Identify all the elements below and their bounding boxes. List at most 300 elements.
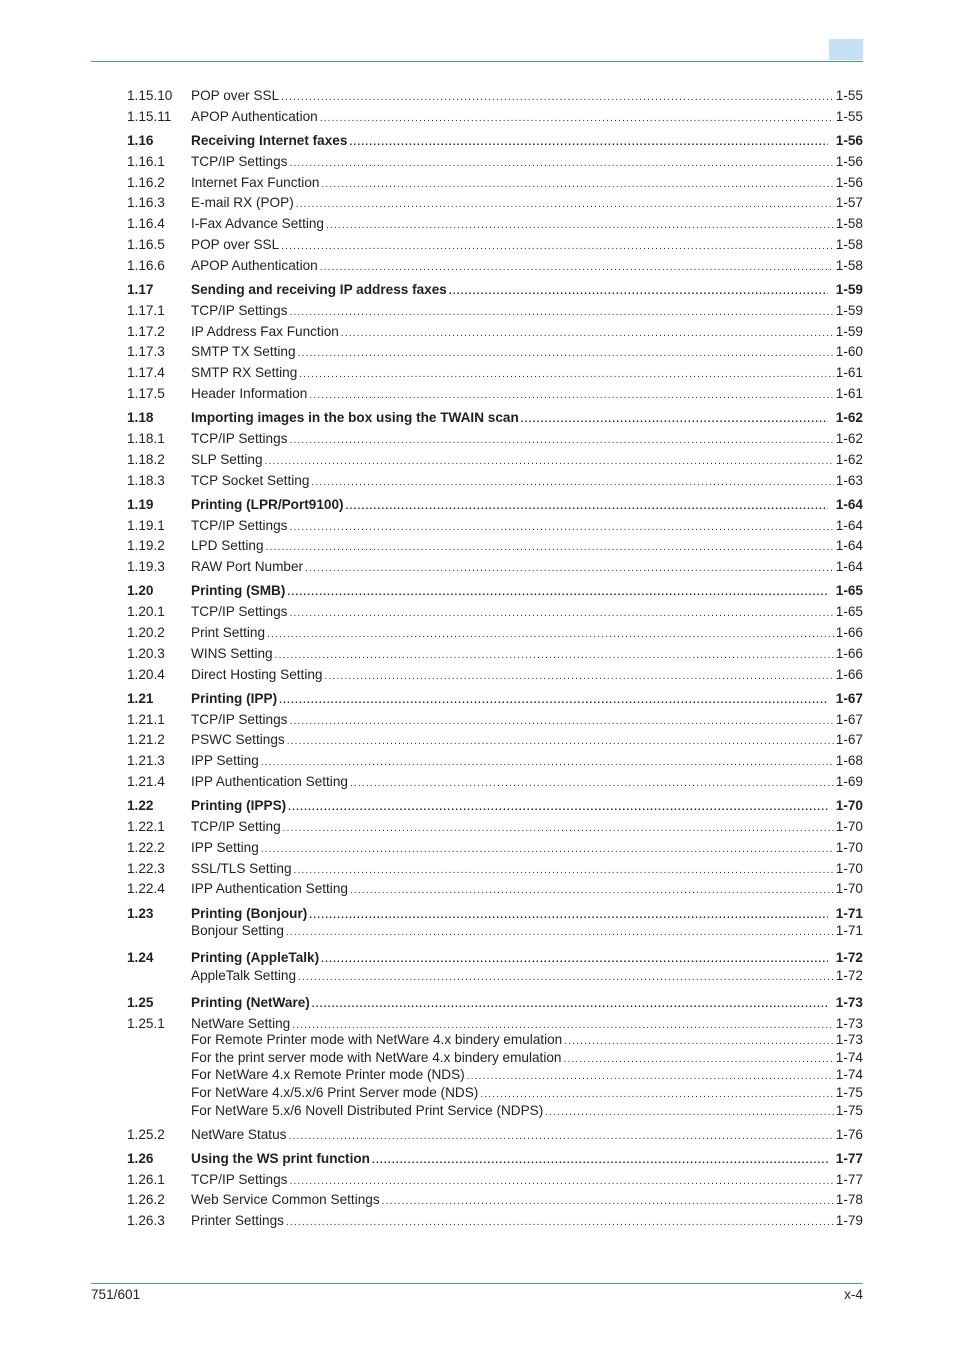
toc-title: For NetWare 5.x/6 Novell Distributed Print Service (NDPS) (191, 1103, 544, 1118)
toc-page-number: 1-64 (835, 497, 863, 512)
toc-entry-line (191, 879, 863, 901)
toc-entry-line (191, 1149, 863, 1171)
dot-leader (286, 923, 834, 943)
toc-page-number: 1-59 (835, 324, 863, 339)
toc-entry-line (191, 689, 863, 711)
toc-page-number: 1-56 (835, 175, 863, 190)
dot-leader (320, 109, 834, 129)
toc-number: 1.18 (127, 410, 154, 425)
toc-page-number: 1-58 (835, 237, 863, 252)
toc-title: Header Information (191, 386, 308, 401)
toc-number: 1.17.3 (127, 344, 165, 359)
toc-entry[interactable] (0, 1125, 954, 1145)
dot-leader (289, 604, 833, 624)
toc-page-number: 1-56 (835, 133, 863, 148)
toc-section[interactable] (0, 408, 954, 428)
toc-entry-line (191, 1211, 863, 1233)
toc-entry[interactable] (0, 1083, 954, 1103)
toc-entry-line (191, 86, 863, 108)
toc-number: 1.16.5 (127, 237, 165, 252)
toc-number: 1.17.5 (127, 386, 165, 401)
toc-entry[interactable] (0, 152, 954, 172)
toc-page-number: 1-76 (835, 1127, 863, 1142)
toc-title: SMTP TX Setting (191, 344, 296, 359)
dot-leader (261, 840, 834, 860)
toc-entry-line (191, 342, 863, 364)
toc-entry[interactable] (0, 557, 954, 577)
dot-leader (265, 452, 834, 472)
toc-title: SMTP RX Setting (191, 365, 298, 380)
dot-leader (289, 712, 833, 732)
toc-entry-line (191, 921, 863, 943)
toc-number: 1.21.1 (127, 712, 165, 727)
toc-title: APOP Authentication (191, 109, 318, 124)
toc-entry[interactable] (0, 730, 954, 750)
toc-title: Printing (IPPS) (191, 798, 287, 813)
toc-entry-line (191, 450, 863, 472)
toc-entry-line (191, 1101, 863, 1123)
dot-leader (320, 258, 834, 278)
toc-number: 1.22 (127, 798, 154, 813)
dot-leader (321, 175, 833, 195)
toc-title: For the print server mode with NetWare 4.x bindery emulation (191, 1050, 562, 1065)
dot-leader (296, 195, 834, 215)
toc-title: Receiving Internet faxes (191, 133, 348, 148)
toc-number: 1.17.1 (127, 303, 165, 318)
toc-number: 1.22.1 (127, 819, 165, 834)
toc-page-number: 1-62 (835, 410, 863, 425)
toc-entry[interactable] (0, 665, 954, 685)
toc-number: 1.18.2 (127, 452, 165, 467)
toc-number: 1.26.2 (127, 1192, 165, 1207)
toc-entry[interactable] (0, 536, 954, 556)
toc-entry-line (191, 429, 863, 451)
toc-title: For NetWare 4.x Remote Printer mode (NDS) (191, 1067, 465, 1082)
toc-title: Printing (LPR/Port9100) (191, 497, 344, 512)
header-rule (91, 61, 863, 62)
dot-leader (326, 216, 834, 236)
toc-title: TCP/IP Settings (191, 518, 288, 533)
toc-entry[interactable] (0, 173, 954, 193)
toc-title: IPP Authentication Setting (191, 881, 348, 896)
toc-entry-line (191, 665, 863, 687)
toc-entry[interactable] (0, 921, 954, 941)
toc-entry[interactable] (0, 772, 954, 792)
toc-title: RAW Port Number (191, 559, 304, 574)
toc-title: Printing (IPP) (191, 691, 278, 706)
toc-entry-line (191, 536, 863, 558)
toc-entry-line (191, 301, 863, 323)
toc-entry-line (191, 1125, 863, 1147)
toc-entry-line (191, 131, 863, 153)
toc-page-number: 1-71 (835, 923, 863, 938)
toc-page-number: 1-73 (835, 995, 863, 1010)
dot-leader (311, 473, 833, 493)
toc-page-number: 1-77 (835, 1151, 863, 1166)
toc-entry[interactable] (0, 879, 954, 899)
toc-title: Printing (NetWare) (191, 995, 310, 1010)
toc-number: 1.25 (127, 995, 154, 1010)
toc-entry[interactable] (0, 471, 954, 491)
toc-number: 1.17.4 (127, 365, 165, 380)
toc-entry-line (191, 214, 863, 236)
toc-entry[interactable] (0, 429, 954, 449)
toc-page-number: 1-72 (835, 950, 863, 965)
toc-number: 1.16.1 (127, 154, 165, 169)
toc-page-number: 1-78 (835, 1192, 863, 1207)
toc-page-number: 1-70 (835, 798, 863, 813)
dot-leader (283, 819, 834, 839)
toc-title: TCP/IP Settings (191, 712, 288, 727)
dot-leader (289, 431, 833, 451)
toc-entry[interactable] (0, 1065, 954, 1085)
toc-section[interactable] (0, 280, 954, 300)
toc-title: IPP Setting (191, 840, 259, 855)
toc-title: Direct Hosting Setting (191, 667, 323, 682)
toc-page-number: 1-66 (835, 646, 863, 661)
toc-number: 1.17.2 (127, 324, 165, 339)
toc-number: 1.20.3 (127, 646, 165, 661)
dot-leader (298, 968, 834, 988)
toc-number: 1.20 (127, 583, 154, 598)
toc-page-number: 1-61 (835, 386, 863, 401)
toc-number: 1.25.1 (127, 1016, 165, 1031)
toc-number: 1.16 (127, 133, 154, 148)
dot-leader (521, 410, 828, 430)
toc-entry[interactable] (0, 838, 954, 858)
toc-entry-line (191, 516, 863, 538)
toc-entry[interactable] (0, 322, 954, 342)
toc-page-number: 1-65 (835, 604, 863, 619)
toc-entry-line (191, 280, 863, 302)
toc-entry[interactable] (0, 644, 954, 664)
toc-entry[interactable] (0, 966, 954, 986)
toc-entry-line (191, 107, 863, 129)
toc-page-number: 1-71 (835, 906, 863, 921)
toc-number: 1.20.4 (127, 667, 165, 682)
dot-leader (545, 1103, 834, 1123)
dot-leader (288, 1127, 833, 1147)
toc-page-number: 1-79 (835, 1213, 863, 1228)
toc-title: NetWare Setting (191, 1016, 291, 1031)
toc-number: 1.18.3 (127, 473, 165, 488)
toc-number: 1.25.2 (127, 1127, 165, 1142)
toc-title: Print Setting (191, 625, 266, 640)
toc-page-number: 1-77 (835, 1172, 863, 1187)
toc-entry-line (191, 322, 863, 344)
dot-leader (261, 753, 834, 773)
toc-title: LPD Setting (191, 538, 264, 553)
toc-title: Sending and receiving IP address faxes (191, 282, 447, 297)
toc-entry-line (191, 557, 863, 579)
toc-page-number: 1-63 (835, 473, 863, 488)
toc-page-number: 1-65 (835, 583, 863, 598)
toc-title: TCP/IP Settings (191, 154, 288, 169)
toc-entry-line (191, 581, 863, 603)
toc-number: 1.26.3 (127, 1213, 165, 1228)
toc-entry-line (191, 730, 863, 752)
toc-number: 1.21.4 (127, 774, 165, 789)
toc-entry-line (191, 623, 863, 645)
toc-entry[interactable] (0, 384, 954, 404)
toc-page-number: 1-55 (835, 109, 863, 124)
toc-number: 1.19.2 (127, 538, 165, 553)
toc-title: Importing images in the box using the TWAIN scan (191, 410, 519, 425)
toc-page-number: 1-67 (835, 691, 863, 706)
toc-title: PSWC Settings (191, 732, 285, 747)
toc-title: E-mail RX (POP) (191, 195, 294, 210)
toc-title: AppleTalk Setting (191, 968, 297, 983)
toc-section[interactable] (0, 581, 954, 601)
toc-page-number: 1-75 (835, 1103, 863, 1118)
dot-leader (289, 518, 833, 538)
toc-page-number: 1-67 (835, 712, 863, 727)
toc-page-number: 1-66 (835, 667, 863, 682)
footer-rule (91, 1283, 863, 1284)
dot-leader (279, 691, 828, 711)
toc-title: For Remote Printer mode with NetWare 4.x bindery emulation (191, 1032, 563, 1047)
toc-number: 1.21.3 (127, 753, 165, 768)
toc-entry[interactable] (0, 193, 954, 213)
toc-entry-line (191, 796, 863, 818)
toc-page-number: 1-74 (835, 1050, 863, 1065)
toc-page-number: 1-68 (835, 753, 863, 768)
dot-leader (372, 1151, 828, 1171)
toc-number: 1.16.3 (127, 195, 165, 210)
toc-entry-line (191, 966, 863, 988)
dot-leader (309, 386, 833, 406)
toc-title: APOP Authentication (191, 258, 318, 273)
toc-number: 1.15.10 (127, 88, 173, 103)
dot-leader (349, 133, 827, 153)
toc-page-number: 1-67 (835, 732, 863, 747)
toc-entry[interactable] (0, 107, 954, 127)
toc-entry[interactable] (0, 363, 954, 383)
dot-leader (346, 497, 828, 517)
toc-entry-line (191, 602, 863, 624)
toc-page-number: 1-70 (835, 840, 863, 855)
toc-title: TCP/IP Settings (191, 431, 288, 446)
toc-number: 1.16.4 (127, 216, 165, 231)
toc-number: 1.24 (127, 950, 154, 965)
toc-page-number: 1-66 (835, 625, 863, 640)
toc-section[interactable] (0, 993, 954, 1013)
toc-entry-line (191, 644, 863, 666)
toc-section[interactable] (0, 948, 954, 968)
toc-title: IPP Setting (191, 753, 259, 768)
toc-entry[interactable] (0, 751, 954, 771)
dot-leader (299, 365, 834, 385)
toc-title: Internet Fax Function (191, 175, 320, 190)
toc-number: 1.18.1 (127, 431, 165, 446)
toc-page-number: 1-64 (835, 559, 863, 574)
toc-page-number: 1-70 (835, 861, 863, 876)
toc-page-number: 1-64 (835, 538, 863, 553)
toc-title: Printing (AppleTalk) (191, 950, 320, 965)
toc-title: Using the WS print function (191, 1151, 370, 1166)
toc-number: 1.15.11 (127, 109, 172, 124)
toc-page-number: 1-62 (835, 452, 863, 467)
toc-entry-line (191, 751, 863, 773)
toc-title: Web Service Common Settings (191, 1192, 380, 1207)
toc-entry-line (191, 1190, 863, 1212)
toc-title: POP over SSL (191, 88, 280, 103)
toc-page-number: 1-58 (835, 258, 863, 273)
toc-page-number: 1-69 (835, 774, 863, 789)
footer-page-number: x-4 (844, 1287, 863, 1302)
toc-title: Printing (Bonjour) (191, 906, 308, 921)
toc-page-number: 1-70 (835, 881, 863, 896)
toc-number: 1.22.3 (127, 861, 165, 876)
toc-entry-line (191, 817, 863, 839)
dot-leader (287, 732, 834, 752)
toc-number: 1.22.4 (127, 881, 165, 896)
toc-page-number: 1-62 (835, 431, 863, 446)
toc-title: SSL/TLS Setting (191, 861, 292, 876)
toc-entry[interactable] (0, 710, 954, 730)
toc-title: TCP Socket Setting (191, 473, 310, 488)
toc-title: IP Address Fax Function (191, 324, 339, 339)
toc-title: I-Fax Advance Setting (191, 216, 324, 231)
dot-leader (341, 324, 834, 344)
toc-entry-line (191, 256, 863, 278)
toc-number: 1.23 (127, 906, 154, 921)
toc-number: 1.21.2 (127, 732, 165, 747)
dot-leader (305, 559, 834, 579)
toc-section[interactable] (0, 495, 954, 515)
toc-entry-line (191, 495, 863, 517)
dot-leader (289, 154, 833, 174)
toc-page-number: 1-61 (835, 365, 863, 380)
toc-page-number: 1-75 (835, 1085, 863, 1100)
toc-entry[interactable] (0, 602, 954, 622)
toc-title: NetWare Status (191, 1127, 287, 1142)
dot-leader (382, 1192, 834, 1212)
toc-entry-line (191, 173, 863, 195)
toc-section[interactable] (0, 796, 954, 816)
toc-number: 1.20.2 (127, 625, 165, 640)
toc-entry-line (191, 408, 863, 430)
dot-leader (294, 861, 834, 881)
toc-page-number: 1-59 (835, 282, 863, 297)
dot-leader (350, 881, 834, 901)
toc-entry-line (191, 384, 863, 406)
dot-leader (312, 995, 828, 1015)
toc-entry[interactable] (0, 1190, 954, 1210)
toc-entry[interactable] (0, 256, 954, 276)
toc-page-number: 1-73 (835, 1032, 863, 1047)
toc-title: SLP Setting (191, 452, 263, 467)
chapter-tab (829, 39, 863, 60)
toc-page-number: 1-56 (835, 154, 863, 169)
toc-page-number: 1-64 (835, 518, 863, 533)
toc-number: 1.19.1 (127, 518, 165, 533)
toc-entry-line (191, 471, 863, 493)
dot-leader (449, 282, 828, 302)
toc-number: 1.26 (127, 1151, 154, 1166)
toc-entry[interactable] (0, 859, 954, 879)
toc-title: Bonjour Setting (191, 923, 284, 938)
toc-entry[interactable] (0, 342, 954, 362)
toc-entry[interactable] (0, 1101, 954, 1121)
dot-leader (281, 237, 834, 257)
toc-entry[interactable] (0, 817, 954, 837)
dot-leader (289, 1172, 833, 1192)
dot-leader (286, 1213, 834, 1233)
toc-number: 1.21 (127, 691, 154, 706)
toc-page-number: 1-60 (835, 344, 863, 359)
toc-entry-line (191, 993, 863, 1015)
toc-entry-line (191, 235, 863, 257)
toc-entry[interactable] (0, 235, 954, 255)
toc-title: TCP/IP Settings (191, 303, 288, 318)
toc-entry[interactable] (0, 450, 954, 470)
toc-number: 1.22.2 (127, 840, 165, 855)
toc-number: 1.26.1 (127, 1172, 165, 1187)
toc-entry-line (191, 1170, 863, 1192)
toc-page-number: 1-55 (835, 88, 863, 103)
toc-entry[interactable] (0, 86, 954, 106)
toc-number: 1.17 (127, 282, 154, 297)
toc-number: 1.19 (127, 497, 154, 512)
toc-entry[interactable] (0, 1170, 954, 1190)
dot-leader (288, 798, 828, 818)
toc-entry-line (191, 859, 863, 881)
toc-title: POP over SSL (191, 237, 280, 252)
dot-leader (281, 88, 834, 108)
toc-number: 1.20.1 (127, 604, 165, 619)
toc-page-number: 1-59 (835, 303, 863, 318)
toc-entry-line (191, 193, 863, 215)
toc-page-number: 1-73 (835, 1016, 863, 1031)
toc-number: 1.16.6 (127, 258, 165, 273)
toc-page-number: 1-72 (835, 968, 863, 983)
toc-entry-line (191, 772, 863, 794)
toc-title: Printer Settings (191, 1213, 284, 1228)
footer-model: 751/601 (91, 1287, 141, 1302)
toc-title: TCP/IP Settings (191, 604, 288, 619)
toc-entry[interactable] (0, 301, 954, 321)
toc-title: WINS Setting (191, 646, 273, 661)
toc-title: TCP/IP Settings (191, 1172, 288, 1187)
toc-entry[interactable] (0, 623, 954, 643)
toc-entry[interactable] (0, 214, 954, 234)
toc-number: 1.16.2 (127, 175, 165, 190)
toc-page-number: 1-58 (835, 216, 863, 231)
toc-entry[interactable] (0, 1211, 954, 1231)
dot-leader (267, 625, 834, 645)
toc-entry[interactable] (0, 1030, 954, 1050)
toc-title: For NetWare 4.x/5.x/6 Print Server mode (NDS) (191, 1085, 479, 1100)
toc-number: 1.19.3 (127, 559, 165, 574)
toc-page-number: 1-57 (835, 195, 863, 210)
toc-entry-line (191, 363, 863, 385)
toc-entry-line (191, 152, 863, 174)
dot-leader (266, 538, 834, 558)
toc-section[interactable] (0, 1149, 954, 1169)
toc-entry-line (191, 838, 863, 860)
toc-entry-line (191, 710, 863, 732)
toc-section[interactable] (0, 131, 954, 151)
dot-leader (275, 646, 834, 666)
toc-entry[interactable] (0, 516, 954, 536)
dot-leader (289, 303, 833, 323)
toc-title: Printing (SMB) (191, 583, 286, 598)
toc-title: TCP/IP Setting (191, 819, 281, 834)
toc-section[interactable] (0, 689, 954, 709)
dot-leader (350, 774, 834, 794)
toc-page-number: 1-74 (835, 1067, 863, 1082)
